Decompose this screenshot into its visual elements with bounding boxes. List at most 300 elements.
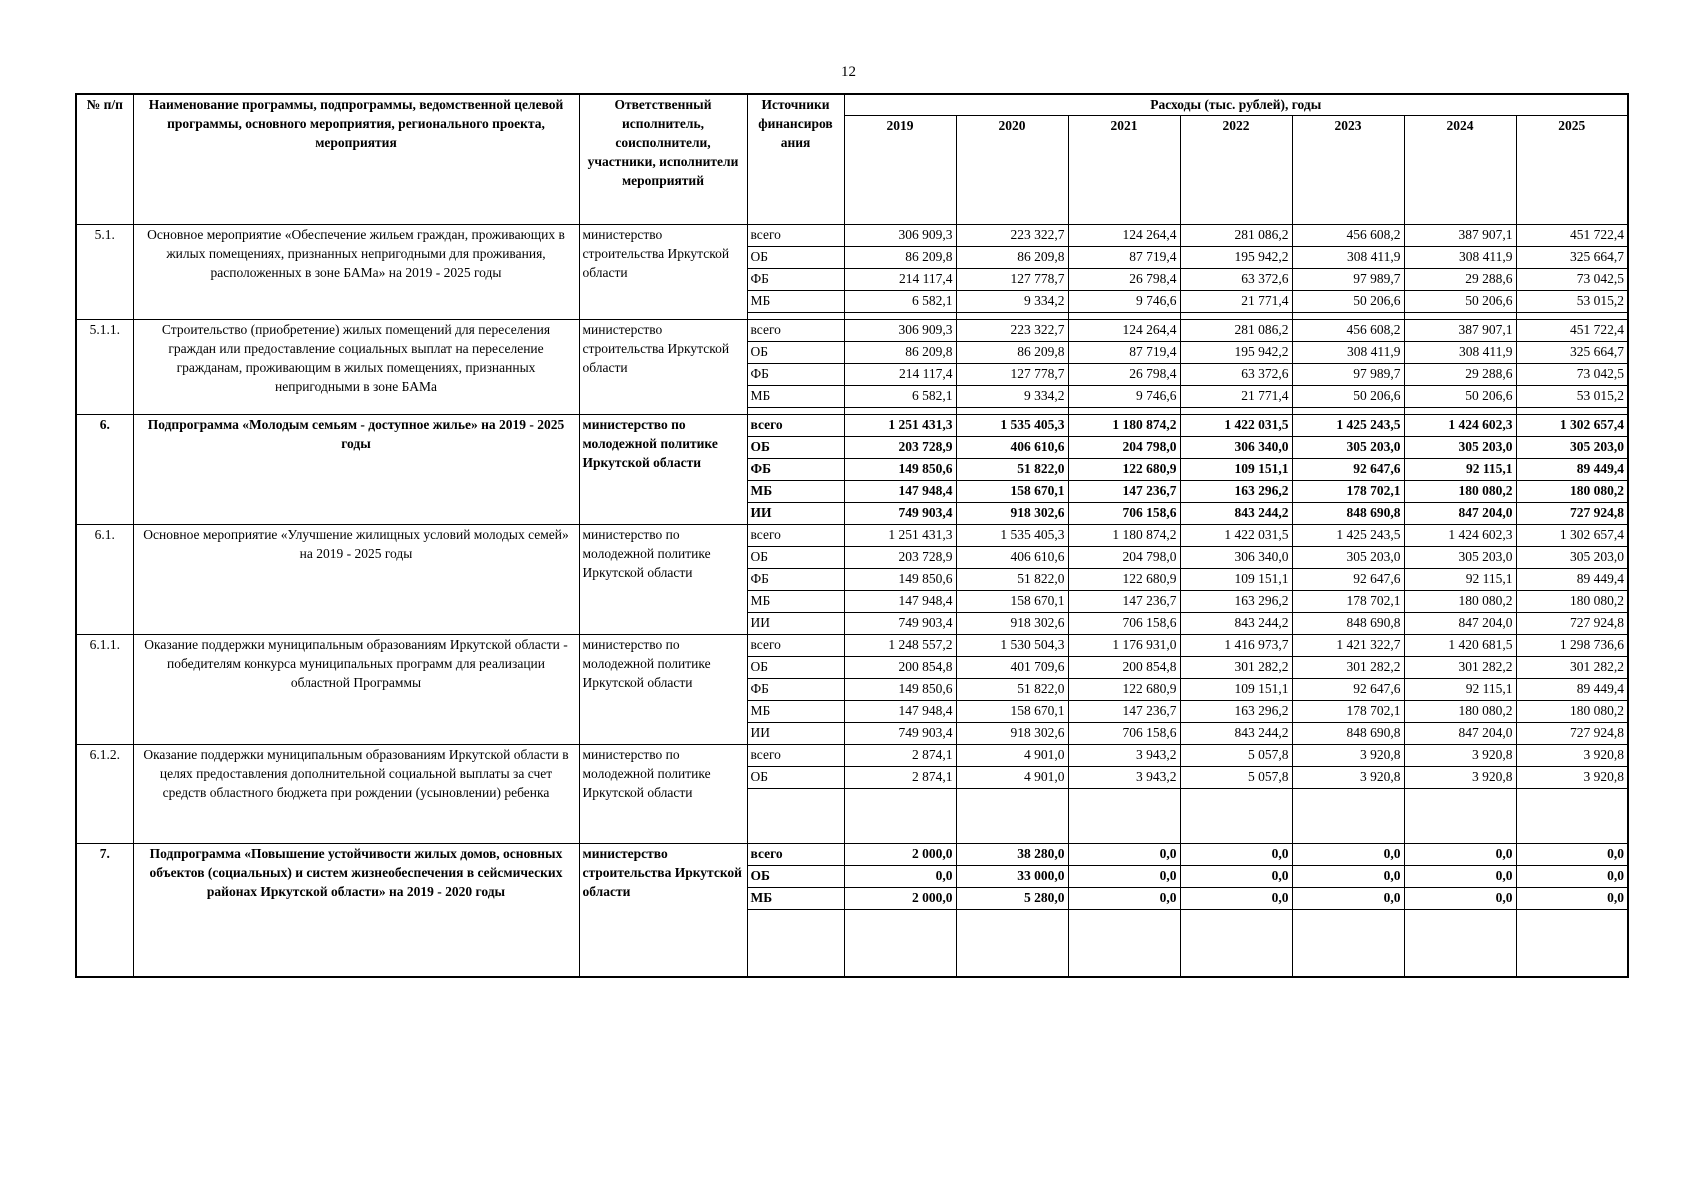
amount-cell: 3 920,8 [1292, 745, 1404, 767]
item-name: Подпрограмма «Молодым семьям - доступное жилье» на 2019 - 2025 годы [133, 415, 579, 525]
funding-source: ФБ [747, 679, 844, 701]
funding-source: ОБ [747, 866, 844, 888]
amount-cell: 1 251 431,3 [844, 415, 956, 437]
amount-cell: 147 948,4 [844, 481, 956, 503]
amount-cell: 89 449,4 [1516, 569, 1628, 591]
header-year: 2025 [1516, 116, 1628, 225]
spacer-cell [1068, 910, 1180, 978]
spacer-cell [1292, 789, 1404, 844]
amount-cell: 163 296,2 [1180, 701, 1292, 723]
amount-cell: 109 151,1 [1180, 459, 1292, 481]
amount-cell: 0,0 [1068, 888, 1180, 910]
amount-cell: 87 719,4 [1068, 247, 1180, 269]
spacer-cell [1292, 910, 1404, 978]
table-row [76, 844, 1628, 866]
amount-cell: 92 115,1 [1404, 679, 1516, 701]
amount-cell: 214 117,4 [844, 269, 956, 291]
amount-cell: 1 298 736,6 [1516, 635, 1628, 657]
amount-cell: 387 907,1 [1404, 320, 1516, 342]
amount-cell: 3 920,8 [1292, 767, 1404, 789]
amount-cell: 3 920,8 [1516, 745, 1628, 767]
amount-cell: 195 942,2 [1180, 342, 1292, 364]
item-name: Оказание поддержки муниципальным образованиям Иркутской области - победителям конкурса муниципальных программ для реализации областной Программы [133, 635, 579, 745]
amount-cell: 21 771,4 [1180, 291, 1292, 313]
item-name: Оказание поддержки муниципальным образованиям Иркутской области в целях предоставления дополнительной социальной выплаты за счет средств областного бюджета при рождении (усыновлении) ребенка [133, 745, 579, 844]
amount-cell: 180 080,2 [1516, 481, 1628, 503]
amount-cell: 158 670,1 [956, 481, 1068, 503]
amount-cell: 29 288,6 [1404, 269, 1516, 291]
item-executor: министерство строительства Иркутской области [579, 225, 747, 320]
amount-cell: 87 719,4 [1068, 342, 1180, 364]
amount-cell: 109 151,1 [1180, 679, 1292, 701]
item-name: Строительство (приобретение) жилых помещений для переселения граждан или предоставление социальных выплат на переселение гражданам, проживающим в жилых помещениях, признанных непригодными в зоне БАМа [133, 320, 579, 415]
amount-cell: 200 854,8 [1068, 657, 1180, 679]
program-section [76, 225, 1628, 320]
amount-cell: 9 334,2 [956, 291, 1068, 313]
amount-cell: 50 206,6 [1292, 291, 1404, 313]
amount-cell: 749 903,4 [844, 613, 956, 635]
spacer-cell [956, 789, 1068, 844]
spacer-cell [1404, 313, 1516, 320]
amount-cell: 1 422 031,5 [1180, 415, 1292, 437]
amount-cell: 749 903,4 [844, 503, 956, 525]
funding-source: ОБ [747, 547, 844, 569]
item-executor: министерство по молодежной политике Иркутской области [579, 635, 747, 745]
amount-cell: 0,0 [1292, 866, 1404, 888]
amount-cell: 2 874,1 [844, 767, 956, 789]
item-name: Основное мероприятие «Обеспечение жильем граждан, проживающих в жилых помещениях, признанных непригодными для проживания, расположенных в зоне БАМа» на 2019 - 2025 годы [133, 225, 579, 320]
spacer-cell [747, 313, 844, 320]
amount-cell: 127 778,7 [956, 364, 1068, 386]
amount-cell: 124 264,4 [1068, 225, 1180, 247]
funding-source: ФБ [747, 459, 844, 481]
amount-cell: 843 244,2 [1180, 613, 1292, 635]
amount-cell: 97 989,7 [1292, 364, 1404, 386]
amount-cell: 53 015,2 [1516, 291, 1628, 313]
item-number: 6.1. [76, 525, 133, 635]
funding-source: всего [747, 525, 844, 547]
amount-cell: 180 080,2 [1404, 481, 1516, 503]
header-num: № п/п [76, 94, 133, 225]
amount-cell: 178 702,1 [1292, 481, 1404, 503]
amount-cell: 203 728,9 [844, 437, 956, 459]
amount-cell: 86 209,8 [956, 247, 1068, 269]
amount-cell: 4 901,0 [956, 745, 1068, 767]
amount-cell: 1 535 405,3 [956, 415, 1068, 437]
amount-cell: 305 203,0 [1292, 547, 1404, 569]
amount-cell: 306 340,0 [1180, 437, 1292, 459]
amount-cell: 158 670,1 [956, 591, 1068, 613]
amount-cell: 33 000,0 [956, 866, 1068, 888]
amount-cell: 308 411,9 [1292, 247, 1404, 269]
amount-cell: 223 322,7 [956, 225, 1068, 247]
spacer-cell [1068, 313, 1180, 320]
spacer-cell [747, 910, 844, 978]
amount-cell: 1 180 874,2 [1068, 525, 1180, 547]
amount-cell: 86 209,8 [844, 247, 956, 269]
amount-cell: 5 280,0 [956, 888, 1068, 910]
item-executor: министерство строительства Иркутской области [579, 320, 747, 415]
header-expenses: Расходы (тыс. рублей), годы [844, 94, 1628, 116]
amount-cell: 2 000,0 [844, 844, 956, 866]
amount-cell: 281 086,2 [1180, 320, 1292, 342]
amount-cell: 73 042,5 [1516, 269, 1628, 291]
funding-source: всего [747, 320, 844, 342]
amount-cell: 6 582,1 [844, 291, 956, 313]
spacer-cell [1292, 313, 1404, 320]
amount-cell: 9 334,2 [956, 386, 1068, 408]
amount-cell: 3 943,2 [1068, 745, 1180, 767]
funding-source: всего [747, 844, 844, 866]
amount-cell: 3 920,8 [1404, 745, 1516, 767]
funding-source: ФБ [747, 569, 844, 591]
amount-cell: 0,0 [1180, 866, 1292, 888]
amount-cell: 6 582,1 [844, 386, 956, 408]
amount-cell: 848 690,8 [1292, 613, 1404, 635]
amount-cell: 163 296,2 [1180, 481, 1292, 503]
amount-cell: 406 610,6 [956, 547, 1068, 569]
spacer-cell [1404, 789, 1516, 844]
header-year: 2021 [1068, 116, 1180, 225]
funding-source: МБ [747, 591, 844, 613]
amount-cell: 727 924,8 [1516, 503, 1628, 525]
spacer-cell [956, 408, 1068, 415]
amount-cell: 53 015,2 [1516, 386, 1628, 408]
table-row [76, 745, 1628, 767]
amount-cell: 281 086,2 [1180, 225, 1292, 247]
amount-cell: 29 288,6 [1404, 364, 1516, 386]
amount-cell: 122 680,9 [1068, 459, 1180, 481]
funding-source: МБ [747, 386, 844, 408]
amount-cell: 2 000,0 [844, 888, 956, 910]
amount-cell: 92 647,6 [1292, 679, 1404, 701]
amount-cell: 1 424 602,3 [1404, 415, 1516, 437]
amount-cell: 4 901,0 [956, 767, 1068, 789]
header-year: 2020 [956, 116, 1068, 225]
amount-cell: 50 206,6 [1292, 386, 1404, 408]
table-row [76, 525, 1628, 547]
amount-cell: 451 722,4 [1516, 320, 1628, 342]
amount-cell: 305 203,0 [1516, 437, 1628, 459]
amount-cell: 456 608,2 [1292, 320, 1404, 342]
amount-cell: 1 176 931,0 [1068, 635, 1180, 657]
amount-cell: 0,0 [1516, 888, 1628, 910]
item-number: 6. [76, 415, 133, 525]
amount-cell: 51 822,0 [956, 459, 1068, 481]
amount-cell: 325 664,7 [1516, 342, 1628, 364]
header-year: 2024 [1404, 116, 1516, 225]
funding-source: ИИ [747, 613, 844, 635]
spacer-cell [1516, 789, 1628, 844]
amount-cell: 122 680,9 [1068, 679, 1180, 701]
program-section [76, 745, 1628, 844]
amount-cell: 305 203,0 [1516, 547, 1628, 569]
amount-cell: 89 449,4 [1516, 459, 1628, 481]
funding-source: МБ [747, 701, 844, 723]
amount-cell: 305 203,0 [1404, 547, 1516, 569]
item-number: 6.1.1. [76, 635, 133, 745]
amount-cell: 308 411,9 [1404, 247, 1516, 269]
amount-cell: 401 709,6 [956, 657, 1068, 679]
amount-cell: 918 302,6 [956, 723, 1068, 745]
spacer-cell [844, 408, 956, 415]
amount-cell: 1 302 657,4 [1516, 415, 1628, 437]
amount-cell: 301 282,2 [1404, 657, 1516, 679]
amount-cell: 163 296,2 [1180, 591, 1292, 613]
amount-cell: 1 535 405,3 [956, 525, 1068, 547]
amount-cell: 180 080,2 [1516, 701, 1628, 723]
amount-cell: 180 080,2 [1516, 591, 1628, 613]
amount-cell: 1 424 602,3 [1404, 525, 1516, 547]
amount-cell: 149 850,6 [844, 679, 956, 701]
amount-cell: 301 282,2 [1516, 657, 1628, 679]
amount-cell: 848 690,8 [1292, 503, 1404, 525]
funding-source: МБ [747, 481, 844, 503]
amount-cell: 214 117,4 [844, 364, 956, 386]
amount-cell: 178 702,1 [1292, 591, 1404, 613]
amount-cell: 3 943,2 [1068, 767, 1180, 789]
funding-source: всего [747, 415, 844, 437]
spacer-cell [1180, 313, 1292, 320]
spacer-cell [1068, 408, 1180, 415]
amount-cell: 706 158,6 [1068, 613, 1180, 635]
amount-cell: 89 449,4 [1516, 679, 1628, 701]
header-year: 2022 [1180, 116, 1292, 225]
funding-source: ФБ [747, 269, 844, 291]
spacer-cell [1404, 408, 1516, 415]
amount-cell: 749 903,4 [844, 723, 956, 745]
amount-cell: 51 822,0 [956, 679, 1068, 701]
amount-cell: 180 080,2 [1404, 701, 1516, 723]
funding-source: ОБ [747, 657, 844, 679]
amount-cell: 223 322,7 [956, 320, 1068, 342]
amount-cell: 178 702,1 [1292, 701, 1404, 723]
amount-cell: 147 948,4 [844, 701, 956, 723]
spacer-cell [956, 910, 1068, 978]
amount-cell: 38 280,0 [956, 844, 1068, 866]
amount-cell: 51 822,0 [956, 569, 1068, 591]
amount-cell: 1 420 681,5 [1404, 635, 1516, 657]
amount-cell: 706 158,6 [1068, 723, 1180, 745]
table-row [76, 415, 1628, 437]
amount-cell: 847 204,0 [1404, 613, 1516, 635]
amount-cell: 1 421 322,7 [1292, 635, 1404, 657]
header-year: 2023 [1292, 116, 1404, 225]
amount-cell: 2 874,1 [844, 745, 956, 767]
spacer-cell [844, 910, 956, 978]
amount-cell: 0,0 [1404, 844, 1516, 866]
program-section [76, 844, 1628, 978]
amount-cell: 918 302,6 [956, 613, 1068, 635]
table-row [76, 225, 1628, 247]
spacer-cell [844, 313, 956, 320]
amount-cell: 0,0 [844, 866, 956, 888]
amount-cell: 0,0 [1516, 866, 1628, 888]
spacer-cell [1292, 408, 1404, 415]
amount-cell: 5 057,8 [1180, 745, 1292, 767]
amount-cell: 63 372,6 [1180, 269, 1292, 291]
amount-cell: 26 798,4 [1068, 364, 1180, 386]
amount-cell: 50 206,6 [1404, 291, 1516, 313]
amount-cell: 200 854,8 [844, 657, 956, 679]
item-name: Подпрограмма «Повышение устойчивости жилых домов, основных объектов (социальных) и систем жизнеобеспечения в сейсмических районах Иркутской области» на 2019 - 2020 годы [133, 844, 579, 978]
amount-cell: 147 236,7 [1068, 591, 1180, 613]
amount-cell: 306 340,0 [1180, 547, 1292, 569]
amount-cell: 1 530 504,3 [956, 635, 1068, 657]
header-year: 2019 [844, 116, 956, 225]
funding-source: ИИ [747, 503, 844, 525]
amount-cell: 149 850,6 [844, 459, 956, 481]
funding-source: ФБ [747, 364, 844, 386]
funding-source: всего [747, 225, 844, 247]
budget-table [75, 93, 1629, 978]
amount-cell: 0,0 [1180, 844, 1292, 866]
amount-cell: 204 798,0 [1068, 547, 1180, 569]
amount-cell: 158 670,1 [956, 701, 1068, 723]
amount-cell: 21 771,4 [1180, 386, 1292, 408]
amount-cell: 843 244,2 [1180, 503, 1292, 525]
amount-cell: 706 158,6 [1068, 503, 1180, 525]
amount-cell: 0,0 [1068, 866, 1180, 888]
amount-cell: 305 203,0 [1292, 437, 1404, 459]
amount-cell: 847 204,0 [1404, 723, 1516, 745]
spacer-cell [1180, 910, 1292, 978]
amount-cell: 843 244,2 [1180, 723, 1292, 745]
amount-cell: 387 907,1 [1404, 225, 1516, 247]
header-source: Источники финансиров ания [747, 94, 844, 225]
amount-cell: 847 204,0 [1404, 503, 1516, 525]
amount-cell: 180 080,2 [1404, 591, 1516, 613]
amount-cell: 848 690,8 [1292, 723, 1404, 745]
amount-cell: 0,0 [1404, 866, 1516, 888]
amount-cell: 1 425 243,5 [1292, 525, 1404, 547]
amount-cell: 1 416 973,7 [1180, 635, 1292, 657]
item-executor: министерство по молодежной политике Иркутской области [579, 745, 747, 844]
item-name: Основное мероприятие «Улучшение жилищных условий молодых семей» на 2019 - 2025 годы [133, 525, 579, 635]
header-name: Наименование программы, подпрограммы, ведомственной целевой программы, основного мероприятия, регионального проекта, мероприятия [133, 94, 579, 225]
amount-cell: 92 115,1 [1404, 459, 1516, 481]
funding-source: МБ [747, 291, 844, 313]
item-number: 5.1. [76, 225, 133, 320]
amount-cell: 147 236,7 [1068, 481, 1180, 503]
amount-cell: 1 422 031,5 [1180, 525, 1292, 547]
funding-source: ИИ [747, 723, 844, 745]
amount-cell: 0,0 [1292, 844, 1404, 866]
amount-cell: 147 236,7 [1068, 701, 1180, 723]
amount-cell: 727 924,8 [1516, 723, 1628, 745]
spacer-cell [1516, 313, 1628, 320]
amount-cell: 0,0 [1180, 888, 1292, 910]
amount-cell: 204 798,0 [1068, 437, 1180, 459]
amount-cell: 1 425 243,5 [1292, 415, 1404, 437]
spacer-cell [956, 313, 1068, 320]
amount-cell: 147 948,4 [844, 591, 956, 613]
amount-cell: 9 746,6 [1068, 291, 1180, 313]
amount-cell: 918 302,6 [956, 503, 1068, 525]
item-executor: министерство по молодежной политике Иркутской области [579, 525, 747, 635]
spacer-cell [1068, 789, 1180, 844]
amount-cell: 92 115,1 [1404, 569, 1516, 591]
spacer-cell [1516, 408, 1628, 415]
amount-cell: 149 850,6 [844, 569, 956, 591]
amount-cell: 3 920,8 [1404, 767, 1516, 789]
header-executor: Ответственный исполнитель, соисполнители, участники, исполнители мероприятий [579, 94, 747, 225]
amount-cell: 97 989,7 [1292, 269, 1404, 291]
amount-cell: 86 209,8 [844, 342, 956, 364]
amount-cell: 0,0 [1516, 844, 1628, 866]
amount-cell: 1 248 557,2 [844, 635, 956, 657]
amount-cell: 109 151,1 [1180, 569, 1292, 591]
spacer-cell [1516, 910, 1628, 978]
amount-cell: 195 942,2 [1180, 247, 1292, 269]
funding-source: ОБ [747, 342, 844, 364]
spacer-cell [844, 789, 956, 844]
amount-cell: 9 746,6 [1068, 386, 1180, 408]
amount-cell: 0,0 [1404, 888, 1516, 910]
spacer-cell [1180, 789, 1292, 844]
amount-cell: 124 264,4 [1068, 320, 1180, 342]
amount-cell: 0,0 [1068, 844, 1180, 866]
amount-cell: 308 411,9 [1292, 342, 1404, 364]
amount-cell: 406 610,6 [956, 437, 1068, 459]
amount-cell: 301 282,2 [1180, 657, 1292, 679]
item-number: 7. [76, 844, 133, 978]
amount-cell: 203 728,9 [844, 547, 956, 569]
amount-cell: 301 282,2 [1292, 657, 1404, 679]
amount-cell: 308 411,9 [1404, 342, 1516, 364]
amount-cell: 63 372,6 [1180, 364, 1292, 386]
program-section [76, 525, 1628, 635]
item-executor: министерство строительства Иркутской области [579, 844, 747, 978]
amount-cell: 86 209,8 [956, 342, 1068, 364]
amount-cell: 26 798,4 [1068, 269, 1180, 291]
amount-cell: 306 909,3 [844, 225, 956, 247]
table-row [76, 320, 1628, 342]
amount-cell: 127 778,7 [956, 269, 1068, 291]
table-row [76, 635, 1628, 657]
item-number: 5.1.1. [76, 320, 133, 415]
amount-cell: 50 206,6 [1404, 386, 1516, 408]
amount-cell: 305 203,0 [1404, 437, 1516, 459]
spacer-cell [747, 789, 844, 844]
funding-source: всего [747, 635, 844, 657]
spacer-cell [747, 408, 844, 415]
amount-cell: 92 647,6 [1292, 459, 1404, 481]
program-section [76, 415, 1628, 525]
amount-cell: 451 722,4 [1516, 225, 1628, 247]
amount-cell: 325 664,7 [1516, 247, 1628, 269]
amount-cell: 1 302 657,4 [1516, 525, 1628, 547]
amount-cell: 1 180 874,2 [1068, 415, 1180, 437]
spacer-cell [1180, 408, 1292, 415]
item-executor: министерство по молодежной политике Иркутской области [579, 415, 747, 525]
funding-source: всего [747, 745, 844, 767]
funding-source: ОБ [747, 247, 844, 269]
amount-cell: 306 909,3 [844, 320, 956, 342]
program-section [76, 320, 1628, 415]
amount-cell: 92 647,6 [1292, 569, 1404, 591]
funding-source: ОБ [747, 437, 844, 459]
item-number: 6.1.2. [76, 745, 133, 844]
funding-source: ОБ [747, 767, 844, 789]
amount-cell: 122 680,9 [1068, 569, 1180, 591]
program-section [76, 635, 1628, 745]
amount-cell: 456 608,2 [1292, 225, 1404, 247]
funding-source: МБ [747, 888, 844, 910]
page-number: 12 [841, 64, 856, 80]
spacer-cell [1404, 910, 1516, 978]
amount-cell: 1 251 431,3 [844, 525, 956, 547]
